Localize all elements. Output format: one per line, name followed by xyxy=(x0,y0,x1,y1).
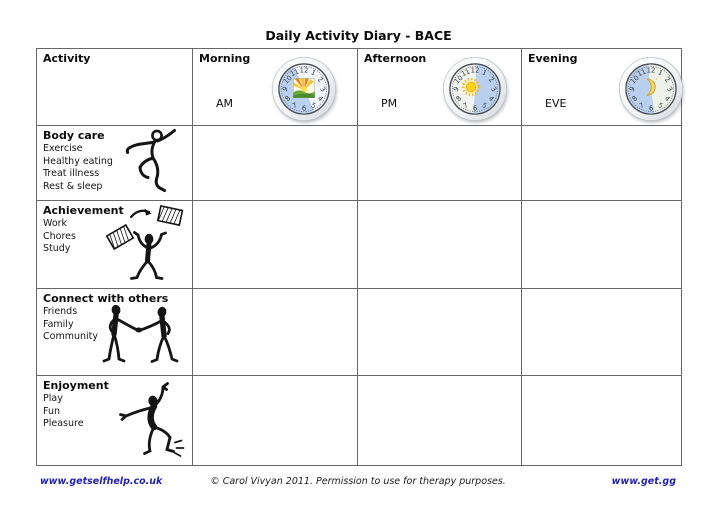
body-care-item: Treat illness xyxy=(43,168,100,180)
body-care-item: Rest & sleep xyxy=(43,180,103,192)
cell-achievement-evening[interactable] xyxy=(522,201,682,289)
diary-table xyxy=(36,48,682,466)
activity-header-cell xyxy=(37,49,193,126)
cell-connect-morning[interactable] xyxy=(193,289,358,376)
cell-connect-afternoon[interactable] xyxy=(358,289,522,376)
clock-number: 5 xyxy=(309,101,317,111)
clock-number: 11 xyxy=(636,67,648,79)
enjoyment-item: Fun xyxy=(43,405,60,417)
cell-enjoyment-morning[interactable] xyxy=(193,376,358,466)
clock-number: 10 xyxy=(628,73,641,86)
clock-number: 1 xyxy=(480,68,488,78)
achievement-item: Study xyxy=(43,243,71,255)
connect-row xyxy=(37,289,682,376)
clock-number: 4 xyxy=(486,94,496,104)
achievement-title: Achievement xyxy=(43,204,124,217)
clock-number: 12 xyxy=(299,66,309,75)
getgg-link[interactable]: www.get.gg xyxy=(611,476,676,487)
achievement-item: Work xyxy=(43,218,68,229)
achievement-item: Chores xyxy=(43,230,76,242)
clock-number: 6 xyxy=(648,104,654,113)
clock-number: 12 xyxy=(470,66,480,75)
clock-number: 4 xyxy=(662,94,672,104)
clock-number: 8 xyxy=(283,94,293,104)
cell-enjoyment-evening[interactable] xyxy=(522,376,682,466)
enjoyment-title: Enjoyment xyxy=(43,379,109,392)
clock-number: 3 xyxy=(665,85,675,94)
clock-number: 1 xyxy=(656,68,664,78)
sunrise-clock-icon xyxy=(270,55,338,123)
clock-number: 1 xyxy=(309,68,317,78)
afternoon-header-label: Afternoon xyxy=(364,52,427,65)
connect-item: Family xyxy=(43,318,74,330)
achievement-row xyxy=(37,201,682,289)
clock-number: 2 xyxy=(486,75,496,85)
cell-body-care-evening[interactable] xyxy=(522,126,682,201)
cell-achievement-afternoon[interactable] xyxy=(358,201,522,289)
enjoyment-item: Play xyxy=(43,393,63,404)
body-care-item: Exercise xyxy=(43,143,83,154)
body-care-activity-cell xyxy=(37,126,193,201)
clock-number: 4 xyxy=(315,94,325,104)
clock-number: 6 xyxy=(472,104,478,113)
clock-number: 10 xyxy=(452,73,465,86)
evening-header-label: Evening xyxy=(528,52,578,65)
clock-number: 9 xyxy=(627,85,637,94)
clock-number: 7 xyxy=(462,101,470,111)
enjoyment-activity-cell xyxy=(37,376,193,466)
cell-achievement-morning[interactable] xyxy=(193,201,358,289)
moon-clock-icon xyxy=(617,55,685,123)
clock-number: 11 xyxy=(460,67,472,79)
cell-enjoyment-afternoon[interactable] xyxy=(358,376,522,466)
body-care-row xyxy=(37,126,682,201)
clock-number: 11 xyxy=(289,67,301,79)
clock-number: 3 xyxy=(318,85,328,94)
sunrise-icon xyxy=(293,78,314,97)
cell-body-care-afternoon[interactable] xyxy=(358,126,522,201)
cell-body-care-morning[interactable] xyxy=(193,126,358,201)
copyright-text: © Carol Vivyan 2011. Permission to use for therapy purposes. xyxy=(210,476,506,487)
clock-number: 9 xyxy=(451,85,461,94)
connect-item: Community xyxy=(43,331,98,343)
connect-title: Connect with others xyxy=(43,292,169,305)
clock-number: 9 xyxy=(280,85,290,94)
clock-number: 7 xyxy=(638,101,646,111)
achievement-activity-cell xyxy=(37,201,193,289)
body-care-item: Healthy eating xyxy=(43,155,113,167)
clock-number: 12 xyxy=(646,66,656,75)
afternoon-header-cell xyxy=(358,49,522,126)
morning-header-cell xyxy=(193,49,358,126)
activity-header-label: Activity xyxy=(43,52,91,65)
connect-activity-cell xyxy=(37,289,193,376)
clock-number: 2 xyxy=(662,75,672,85)
am-label: AM xyxy=(216,97,234,110)
enjoyment-row xyxy=(37,376,682,466)
pm-label: PM xyxy=(381,97,398,110)
clock-number: 7 xyxy=(291,101,299,111)
exercising-figure-icon xyxy=(124,127,180,197)
clock-number: 8 xyxy=(630,94,640,104)
body-care-title: Body care xyxy=(43,129,105,142)
dancing-figure-icon xyxy=(117,381,189,459)
clock-number: 8 xyxy=(454,94,464,104)
clock-number: 5 xyxy=(656,101,664,111)
juggling-figure-icon xyxy=(106,203,186,287)
clock-number: 5 xyxy=(480,101,488,111)
handshake-figures-icon xyxy=(91,301,186,367)
clock-number: 2 xyxy=(315,75,325,85)
clock-number: 10 xyxy=(281,73,294,86)
clock-number: 6 xyxy=(301,104,307,113)
sun-clock-icon xyxy=(441,55,509,123)
enjoyment-item: Pleasure xyxy=(43,418,84,430)
connect-item: Friends xyxy=(43,306,78,317)
header-row xyxy=(37,49,682,126)
morning-header-label: Morning xyxy=(199,52,251,65)
cell-connect-evening[interactable] xyxy=(522,289,682,376)
clock-number: 3 xyxy=(489,85,499,94)
footer xyxy=(38,476,678,492)
getselfhelp-link[interactable]: www.getselfhelp.co.uk xyxy=(40,476,163,487)
page-title: Daily Activity Diary - BACE xyxy=(265,28,452,43)
evening-header-cell xyxy=(522,49,682,126)
eve-label: EVE xyxy=(545,97,567,110)
